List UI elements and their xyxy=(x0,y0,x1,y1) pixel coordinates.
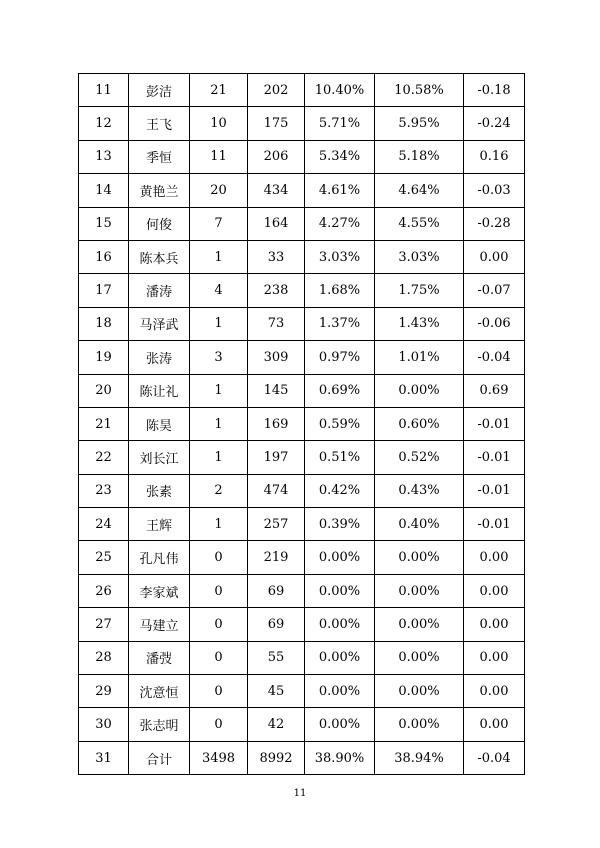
rate-cell: 1.37% xyxy=(305,307,375,340)
rate-cell: 0.42% xyxy=(305,474,375,507)
count-cell: 10 xyxy=(190,107,248,140)
table-row xyxy=(79,207,525,240)
table-row xyxy=(79,374,525,407)
count-cell: 0 xyxy=(190,641,248,674)
diff-cell: -0.01 xyxy=(464,441,525,474)
table-row xyxy=(79,675,525,708)
name-cell: 季恒 xyxy=(129,140,190,173)
diff-cell: 0.00 xyxy=(464,574,525,607)
diff-cell: -0.01 xyxy=(464,474,525,507)
total-cell: 206 xyxy=(248,140,305,173)
diff-cell: 0.69 xyxy=(464,374,525,407)
total-cell: 202 xyxy=(248,74,305,107)
table-row xyxy=(79,474,525,507)
row-index-cell: 27 xyxy=(79,608,129,641)
prev-rate-cell: 0.00% xyxy=(375,641,464,674)
row-index-cell: 30 xyxy=(79,708,129,741)
rate-cell: 0.00% xyxy=(305,675,375,708)
rate-cell: 1.68% xyxy=(305,274,375,307)
table-row xyxy=(79,107,525,140)
rate-cell: 0.97% xyxy=(305,341,375,374)
total-cell: 257 xyxy=(248,508,305,541)
prev-rate-cell: 4.64% xyxy=(375,174,464,207)
row-index-cell: 20 xyxy=(79,374,129,407)
rate-cell: 0.00% xyxy=(305,574,375,607)
diff-cell: -0.28 xyxy=(464,207,525,240)
table-row xyxy=(79,341,525,374)
diff-cell: -0.01 xyxy=(464,508,525,541)
count-cell: 3498 xyxy=(190,741,248,774)
row-index-cell: 22 xyxy=(79,441,129,474)
name-cell: 马建立 xyxy=(129,608,190,641)
name-cell: 潘涛 xyxy=(129,274,190,307)
table-row xyxy=(79,274,525,307)
name-cell: 黄艳兰 xyxy=(129,174,190,207)
total-cell: 45 xyxy=(248,675,305,708)
prev-rate-cell: 0.00% xyxy=(375,708,464,741)
prev-rate-cell: 0.43% xyxy=(375,474,464,507)
rate-cell: 0.69% xyxy=(305,374,375,407)
prev-rate-cell: 10.58% xyxy=(375,74,464,107)
count-cell: 1 xyxy=(190,441,248,474)
name-cell: 张素 xyxy=(129,474,190,507)
total-cell: 309 xyxy=(248,341,305,374)
diff-cell: 0.00 xyxy=(464,608,525,641)
name-cell: 彭洁 xyxy=(129,74,190,107)
prev-rate-cell: 0.00% xyxy=(375,675,464,708)
count-cell: 0 xyxy=(190,675,248,708)
row-index-cell: 23 xyxy=(79,474,129,507)
diff-cell: 0.00 xyxy=(464,240,525,273)
name-cell: 何俊 xyxy=(129,207,190,240)
diff-cell: -0.18 xyxy=(464,74,525,107)
total-cell: 474 xyxy=(248,474,305,507)
rate-cell: 0.51% xyxy=(305,441,375,474)
name-cell: 沈意恒 xyxy=(129,675,190,708)
table-row xyxy=(79,441,525,474)
table-row xyxy=(79,508,525,541)
diff-cell: 0.00 xyxy=(464,541,525,574)
rate-cell: 4.27% xyxy=(305,207,375,240)
prev-rate-cell: 1.01% xyxy=(375,341,464,374)
total-cell: 33 xyxy=(248,240,305,273)
row-index-cell: 28 xyxy=(79,641,129,674)
rate-cell: 0.00% xyxy=(305,708,375,741)
total-cell: 55 xyxy=(248,641,305,674)
count-cell: 4 xyxy=(190,274,248,307)
total-cell: 8992 xyxy=(248,741,305,774)
table-row xyxy=(79,307,525,340)
total-cell: 69 xyxy=(248,574,305,607)
row-index-cell: 25 xyxy=(79,541,129,574)
count-cell: 1 xyxy=(190,407,248,440)
row-index-cell: 29 xyxy=(79,675,129,708)
row-index-cell: 14 xyxy=(79,174,129,207)
total-cell: 175 xyxy=(248,107,305,140)
rate-cell: 5.34% xyxy=(305,140,375,173)
table-row xyxy=(79,641,525,674)
prev-rate-cell: 5.18% xyxy=(375,140,464,173)
rate-cell: 38.90% xyxy=(305,741,375,774)
prev-rate-cell: 0.60% xyxy=(375,407,464,440)
count-cell: 21 xyxy=(190,74,248,107)
row-index-cell: 19 xyxy=(79,341,129,374)
table-body xyxy=(79,74,525,775)
row-index-cell: 18 xyxy=(79,307,129,340)
count-cell: 1 xyxy=(190,508,248,541)
table-row xyxy=(79,174,525,207)
name-cell: 张志明 xyxy=(129,708,190,741)
count-cell: 0 xyxy=(190,708,248,741)
table-row xyxy=(79,541,525,574)
name-cell: 孔凡伟 xyxy=(129,541,190,574)
name-cell: 合计 xyxy=(129,741,190,774)
name-cell: 李家斌 xyxy=(129,574,190,607)
rate-cell: 0.59% xyxy=(305,407,375,440)
row-index-cell: 15 xyxy=(79,207,129,240)
row-index-cell: 26 xyxy=(79,574,129,607)
prev-rate-cell: 0.00% xyxy=(375,608,464,641)
prev-rate-cell: 3.03% xyxy=(375,240,464,273)
page-number: 11 xyxy=(293,788,307,799)
prev-rate-cell: 38.94% xyxy=(375,741,464,774)
table-row xyxy=(79,574,525,607)
total-cell: 42 xyxy=(248,708,305,741)
row-index-cell: 24 xyxy=(79,508,129,541)
rate-cell: 4.61% xyxy=(305,174,375,207)
name-cell: 陈让礼 xyxy=(129,374,190,407)
diff-cell: -0.04 xyxy=(464,741,525,774)
prev-rate-cell: 1.75% xyxy=(375,274,464,307)
prev-rate-cell: 5.95% xyxy=(375,107,464,140)
row-index-cell: 31 xyxy=(79,741,129,774)
total-cell: 169 xyxy=(248,407,305,440)
count-cell: 20 xyxy=(190,174,248,207)
rate-cell: 10.40% xyxy=(305,74,375,107)
row-index-cell: 11 xyxy=(79,74,129,107)
diff-cell: -0.04 xyxy=(464,341,525,374)
count-cell: 7 xyxy=(190,207,248,240)
diff-cell: -0.06 xyxy=(464,307,525,340)
row-index-cell: 12 xyxy=(79,107,129,140)
total-cell: 73 xyxy=(248,307,305,340)
total-cell: 69 xyxy=(248,608,305,641)
prev-rate-cell: 4.55% xyxy=(375,207,464,240)
rate-cell: 0.00% xyxy=(305,641,375,674)
name-cell: 陈本兵 xyxy=(129,240,190,273)
table-row xyxy=(79,608,525,641)
diff-cell: 0.00 xyxy=(464,708,525,741)
rate-cell: 3.03% xyxy=(305,240,375,273)
table-row xyxy=(79,240,525,273)
name-cell: 潘弢 xyxy=(129,641,190,674)
total-cell: 219 xyxy=(248,541,305,574)
prev-rate-cell: 0.00% xyxy=(375,374,464,407)
table-row xyxy=(79,140,525,173)
count-cell: 0 xyxy=(190,541,248,574)
name-cell: 刘长江 xyxy=(129,441,190,474)
row-index-cell: 17 xyxy=(79,274,129,307)
total-cell: 197 xyxy=(248,441,305,474)
prev-rate-cell: 0.40% xyxy=(375,508,464,541)
row-index-cell: 16 xyxy=(79,240,129,273)
diff-cell: -0.03 xyxy=(464,174,525,207)
data-table xyxy=(78,73,525,775)
row-index-cell: 13 xyxy=(79,140,129,173)
rate-cell: 0.00% xyxy=(305,541,375,574)
diff-cell: -0.07 xyxy=(464,274,525,307)
count-cell: 0 xyxy=(190,574,248,607)
name-cell: 陈昊 xyxy=(129,407,190,440)
count-cell: 1 xyxy=(190,307,248,340)
count-cell: 2 xyxy=(190,474,248,507)
prev-rate-cell: 1.43% xyxy=(375,307,464,340)
count-cell: 11 xyxy=(190,140,248,173)
total-cell: 238 xyxy=(248,274,305,307)
row-index-cell: 21 xyxy=(79,407,129,440)
rate-cell: 5.71% xyxy=(305,107,375,140)
total-cell: 434 xyxy=(248,174,305,207)
table-row xyxy=(79,407,525,440)
prev-rate-cell: 0.00% xyxy=(375,541,464,574)
table-row xyxy=(79,74,525,107)
name-cell: 马泽武 xyxy=(129,307,190,340)
total-cell: 164 xyxy=(248,207,305,240)
diff-cell: 0.00 xyxy=(464,675,525,708)
prev-rate-cell: 0.52% xyxy=(375,441,464,474)
count-cell: 3 xyxy=(190,341,248,374)
diff-cell: -0.24 xyxy=(464,107,525,140)
count-cell: 0 xyxy=(190,608,248,641)
total-cell: 145 xyxy=(248,374,305,407)
name-cell: 王飞 xyxy=(129,107,190,140)
table-row xyxy=(79,741,525,774)
table-row xyxy=(79,708,525,741)
rate-cell: 0.39% xyxy=(305,508,375,541)
name-cell: 王辉 xyxy=(129,508,190,541)
name-cell: 张涛 xyxy=(129,341,190,374)
diff-cell: 0.16 xyxy=(464,140,525,173)
rate-cell: 0.00% xyxy=(305,608,375,641)
count-cell: 1 xyxy=(190,240,248,273)
diff-cell: 0.00 xyxy=(464,641,525,674)
count-cell: 1 xyxy=(190,374,248,407)
prev-rate-cell: 0.00% xyxy=(375,574,464,607)
diff-cell: -0.01 xyxy=(464,407,525,440)
